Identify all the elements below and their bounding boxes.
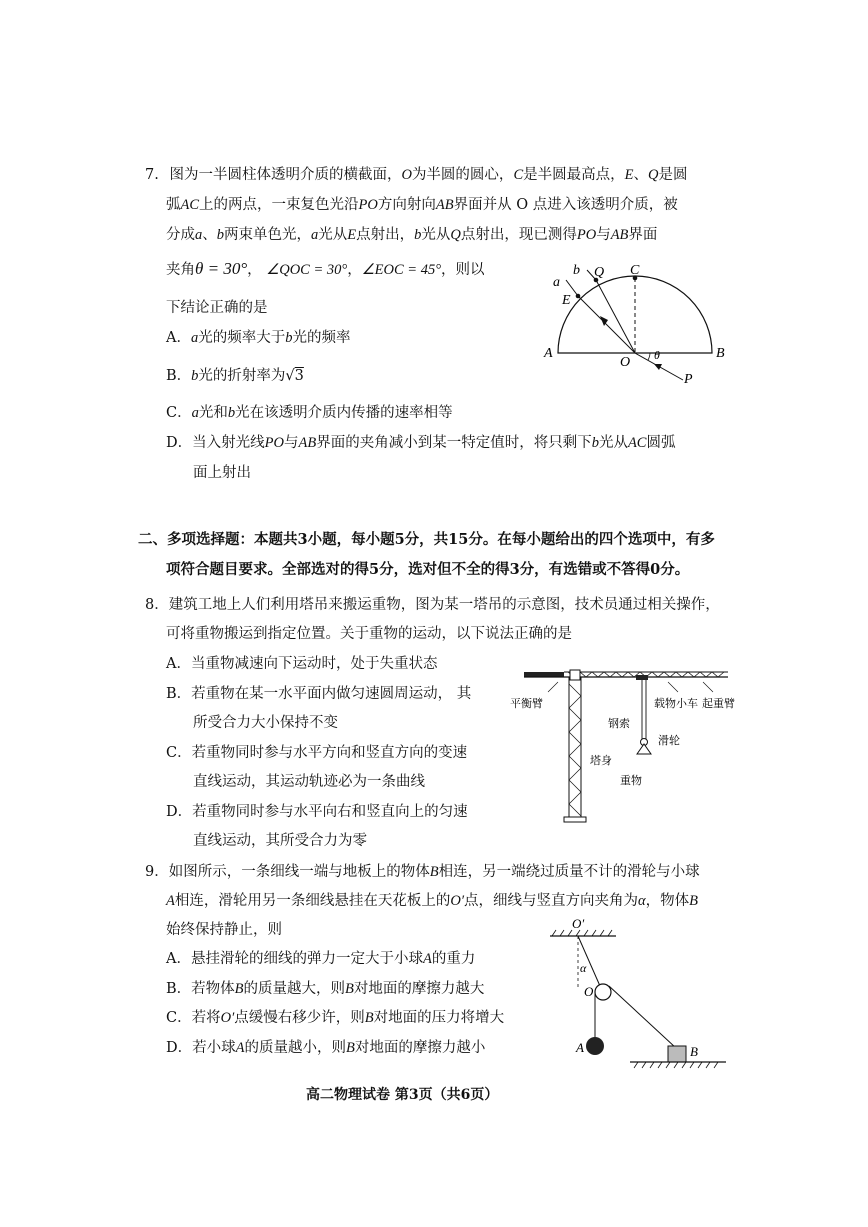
option-text: 光的折射率为 bbox=[198, 368, 286, 384]
option-text: 光从 bbox=[598, 435, 628, 451]
q7-text: 弧 bbox=[166, 197, 181, 213]
q7-line-5: 下结论正确的是 bbox=[166, 300, 268, 316]
label-a: a bbox=[553, 275, 560, 290]
label-C: C bbox=[630, 263, 640, 278]
q8-option-c-line2: 直线运动，其运动轨迹必为一条曲线 bbox=[193, 774, 425, 790]
q7-text: ，则以 bbox=[441, 262, 485, 278]
q7-angle-eoc: ∠EOC = 45° bbox=[361, 262, 442, 278]
q9-var-B: B bbox=[689, 893, 698, 909]
q7-var-b: b bbox=[227, 405, 236, 421]
option-text: B．若物体 bbox=[166, 981, 235, 997]
q7-var-a: a bbox=[191, 405, 199, 421]
q7-text: 光从 bbox=[421, 227, 451, 243]
q8-option-d: D．若重物同时参与水平向右和竖直向上的匀速 bbox=[166, 804, 468, 820]
q7-theta-equation: θ = 30° bbox=[195, 259, 248, 278]
label-load: 重物 bbox=[620, 774, 642, 787]
q7-line-1 bbox=[145, 163, 687, 184]
pointer-trolley bbox=[668, 682, 678, 692]
q7-text: 点射出，现已测得 bbox=[460, 227, 577, 243]
q7-text: 分成 bbox=[166, 227, 195, 243]
q7-text: 、 bbox=[633, 167, 648, 183]
q9-var-B: B bbox=[345, 981, 354, 997]
q9-option-d bbox=[166, 1036, 485, 1057]
q7-text: 点射出， bbox=[356, 227, 415, 243]
q8-option-d-line2: 直线运动，其所受合力为零 bbox=[193, 833, 367, 849]
q8-option-b-line2: 所受合力大小保持不变 bbox=[193, 715, 338, 731]
q9-var-B: B bbox=[429, 864, 439, 880]
q7-var-PO: PO bbox=[264, 435, 284, 451]
q7-var-PO: PO bbox=[358, 197, 378, 213]
q7-var-a: a bbox=[311, 227, 319, 243]
q9-text: 如图所示，一条细线一端与地板上的物体 bbox=[168, 864, 430, 880]
q7-var-AB: AB bbox=[435, 197, 454, 213]
q7-var-PO: PO bbox=[576, 227, 597, 243]
q8-option-b: B．若重物在某一水平面内做匀速圆周运动， 其 bbox=[166, 686, 472, 702]
label-Oprime: O′ bbox=[572, 916, 585, 931]
option-text: 点缓慢右移少许，则 bbox=[234, 1010, 365, 1026]
label-E: E bbox=[562, 293, 571, 308]
q7-line-4 bbox=[166, 258, 485, 279]
q9-var-B: B bbox=[364, 1010, 374, 1026]
q9-text: 相连，滑轮用另一条细线悬挂在天花板上的 bbox=[174, 893, 451, 909]
q9-var-A: A bbox=[166, 893, 175, 909]
q7-var-b: b bbox=[414, 227, 422, 243]
q7-text: 图为一半圆柱体透明介质的横截面， bbox=[169, 167, 402, 183]
sqrt-symbol: √ bbox=[285, 368, 295, 384]
option-text: D．若小球 bbox=[166, 1040, 236, 1056]
q8-line-2: 可将重物搬运到指定位置。关于重物的运动，以下说法正确的是 bbox=[166, 626, 572, 642]
page-footer: 高二物理试卷 第3页（共6页） bbox=[306, 1087, 499, 1103]
trolley bbox=[636, 675, 648, 680]
option-text: 对地面的摩擦力越小 bbox=[354, 1040, 486, 1056]
q7-text: 夹角 bbox=[166, 262, 195, 278]
q7-option-b bbox=[166, 364, 304, 385]
label-pulley: 滑轮 bbox=[658, 734, 680, 747]
option-text: 光在该透明介质内传播的速率相等 bbox=[235, 405, 453, 421]
section-2-title-line2: 项符合题目要求。全部选对的得5分，选对但不全的得3分，有选错或不答得0分。 bbox=[166, 561, 690, 578]
q7-number: 7. bbox=[145, 167, 159, 183]
option-text: 与 bbox=[283, 435, 299, 451]
label-jib: 起重臂 bbox=[702, 697, 735, 710]
label-trolley: 载物小车 bbox=[654, 697, 698, 710]
label-balance-arm: 平衡臂 bbox=[510, 697, 543, 710]
option-text: 当入射光线 bbox=[192, 435, 265, 451]
q9-line-2 bbox=[166, 889, 698, 910]
label-Q: Q bbox=[594, 265, 605, 280]
q7-text: 、 bbox=[202, 227, 217, 243]
q7-var-a: a bbox=[190, 330, 199, 346]
q7-text: 与 bbox=[596, 227, 611, 243]
pulley-figure bbox=[548, 918, 728, 1078]
q9-var-Oprime: O′ bbox=[450, 893, 465, 909]
q9-var-A: A bbox=[422, 951, 432, 967]
q9-var-B: B bbox=[346, 1040, 355, 1056]
q7-text: ， bbox=[347, 262, 362, 278]
option-label: D． bbox=[166, 435, 193, 451]
option-text: 的质量越大，则 bbox=[243, 981, 346, 997]
q7-var-AC: AC bbox=[180, 197, 200, 213]
q7-var-C: C bbox=[513, 167, 524, 183]
label-alpha: α bbox=[580, 961, 587, 975]
option-text: 光的频率 bbox=[292, 330, 351, 346]
semicircle-figure bbox=[538, 258, 738, 388]
q9-text: 相连，另一端绕过质量不计的滑轮与小球 bbox=[438, 864, 700, 880]
load-triangle bbox=[637, 744, 651, 754]
theta-arc bbox=[648, 353, 650, 360]
label-P: P bbox=[684, 372, 693, 387]
q7-var-E: E bbox=[347, 227, 357, 243]
option-text: 对地面的压力将增大 bbox=[373, 1010, 505, 1026]
q8-option-a: A．当重物减速向下运动时，处于失重状态 bbox=[166, 656, 438, 672]
label-theta: θ bbox=[654, 348, 660, 362]
q7-text: 为半圆的圆心， bbox=[411, 167, 514, 183]
label-tower: 塔身 bbox=[590, 754, 612, 767]
ball-A bbox=[586, 1037, 604, 1055]
q7-var-O: O bbox=[401, 167, 412, 183]
point-E bbox=[576, 294, 581, 299]
q9-var-alpha: α bbox=[638, 893, 646, 909]
q9-text: 点，细线与竖直方向夹角为 bbox=[464, 893, 639, 909]
q7-var-AC: AC bbox=[627, 435, 647, 451]
tower-cab bbox=[570, 670, 580, 680]
counterweight bbox=[524, 672, 564, 677]
q7-text: 光从 bbox=[318, 227, 348, 243]
ray-a bbox=[578, 296, 635, 353]
section-2-title-line1: 二、多项选择题：本题共3小题，每小题5分，共15分。在每小题给出的四个选项中，有多 bbox=[138, 531, 715, 548]
q7-var-b: b bbox=[591, 435, 599, 451]
sqrt-value: 3 bbox=[294, 368, 304, 384]
q9-option-b bbox=[166, 977, 484, 998]
q9-var-B: B bbox=[234, 981, 244, 997]
label-B: B bbox=[716, 346, 725, 361]
q9-var-A: A bbox=[235, 1040, 245, 1056]
q9-line-1 bbox=[145, 860, 700, 881]
tower-base bbox=[564, 817, 586, 822]
label-A: A bbox=[544, 346, 553, 361]
option-text: 圆弧 bbox=[646, 435, 676, 451]
option-text: 对地面的摩擦力越大 bbox=[353, 981, 485, 997]
label-O: O bbox=[584, 984, 594, 999]
tower-crane-figure bbox=[510, 664, 738, 830]
label-O: O bbox=[620, 355, 631, 370]
q9-var-Oprime: O′ bbox=[220, 1010, 235, 1026]
q7-text: 方向射向 bbox=[377, 197, 436, 213]
q7-text: 是半圆最高点， bbox=[523, 167, 625, 183]
q7-option-d bbox=[166, 431, 675, 452]
option-text: 光和 bbox=[198, 405, 228, 421]
q9-text: ，物体 bbox=[645, 893, 690, 909]
option-text: 界面的夹角减小到某一特定值时，将只剩下 bbox=[316, 435, 592, 451]
q7-angle-qoc: ∠QOC = 30° bbox=[266, 262, 348, 278]
floor-hatch bbox=[634, 1062, 718, 1068]
option-label: C． bbox=[166, 405, 192, 421]
q7-line-3 bbox=[166, 223, 657, 244]
q7-option-d-line2: 面上射出 bbox=[193, 465, 251, 481]
option-text: 的质量越小，则 bbox=[244, 1040, 346, 1056]
q7-option-a bbox=[166, 326, 350, 347]
pulley-wheel bbox=[595, 984, 611, 1000]
q7-text: 是圆 bbox=[658, 167, 688, 183]
q7-var-Q: Q bbox=[450, 227, 461, 243]
label-B: B bbox=[690, 1044, 698, 1059]
label-A: A bbox=[576, 1040, 584, 1055]
q7-text: 上的两点，一束复色光沿 bbox=[199, 197, 359, 213]
q8-line-1 bbox=[145, 593, 720, 614]
option-text: 光的频率大于 bbox=[198, 330, 286, 346]
tower-lattice bbox=[569, 684, 581, 816]
q7-text: 界面 bbox=[628, 227, 658, 243]
q7-line-2 bbox=[166, 193, 678, 214]
q7-var-E: E bbox=[624, 167, 634, 183]
q7-var-b: b bbox=[191, 368, 199, 384]
pointer-balance-arm bbox=[548, 682, 558, 692]
label-cable: 钢索 bbox=[608, 717, 630, 730]
ray-b bbox=[596, 280, 635, 353]
pointer-jib bbox=[703, 682, 713, 692]
option-label: A． bbox=[166, 330, 191, 346]
q7-var-AB: AB bbox=[610, 227, 629, 243]
q9-number: 9． bbox=[145, 864, 169, 880]
q9-option-a bbox=[166, 947, 475, 968]
q7-var-AB: AB bbox=[298, 435, 317, 451]
q9-line-3: 始终保持静止，则 bbox=[166, 922, 282, 938]
q7-var-b: b bbox=[285, 330, 293, 346]
option-text: A．悬挂滑轮的细线的弹力一定大于小球 bbox=[166, 951, 423, 967]
q7-var-b: b bbox=[216, 227, 224, 243]
q9-option-c bbox=[166, 1006, 504, 1027]
option-text: 的重力 bbox=[431, 951, 476, 967]
option-text: C．若将 bbox=[166, 1010, 221, 1026]
q8-number: 8． bbox=[145, 597, 169, 613]
label-b: b bbox=[573, 263, 580, 278]
q7-var-a: a bbox=[195, 227, 203, 243]
q7-option-c bbox=[166, 401, 453, 422]
string-to-block bbox=[609, 986, 676, 1048]
q7-text: 两束单色光， bbox=[224, 227, 311, 243]
q7-var-Q: Q bbox=[647, 167, 659, 183]
q8-option-c: C．若重物同时参与水平方向和竖直方向的变速 bbox=[166, 745, 468, 761]
q7-text: 界面并从 O 点进入该透明介质，被 bbox=[453, 197, 678, 213]
q7-text: ， bbox=[247, 262, 262, 278]
block-B bbox=[668, 1046, 686, 1062]
q8-text: 建筑工地上人们利用塔吊来搬运重物，图为某一塔吊的示意图，技术员通过相关操作， bbox=[168, 597, 720, 613]
option-label: B． bbox=[166, 368, 192, 384]
